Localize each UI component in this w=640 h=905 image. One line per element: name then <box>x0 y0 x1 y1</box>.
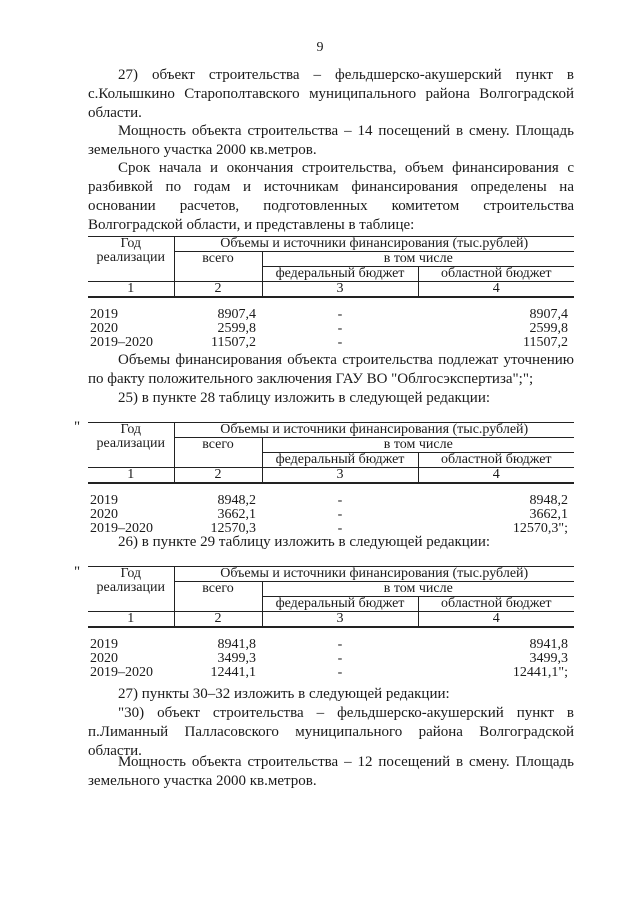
cell-year: 2020 <box>90 651 118 666</box>
cell-year: 2019 <box>90 493 118 508</box>
header-regional: областной бюджет <box>418 597 574 612</box>
header-including: в том числе <box>262 438 574 453</box>
cell-year: 2020 <box>90 507 118 522</box>
col-number-2: 2 <box>174 468 262 484</box>
cell-total: 3499,3 <box>217 651 256 666</box>
table-row <box>88 336 574 350</box>
cell-regional: 11507,2 <box>523 335 568 350</box>
cell-total: 11507,2 <box>211 335 256 350</box>
cell-federal: - <box>337 651 343 666</box>
cell-federal: - <box>337 321 343 336</box>
table-row <box>88 308 574 322</box>
header-federal: федеральный бюджет <box>262 453 418 468</box>
table-row <box>88 494 574 508</box>
cell-total: 8907,4 <box>217 307 256 322</box>
cell-federal: - <box>337 665 343 680</box>
cell-total: 12570,3 <box>210 521 256 536</box>
col-number-1: 1 <box>88 612 174 628</box>
paragraph-item27-capacity: Мощность объекта строительства – 14 посещений в смену. Площадь земельного участка 2000 кв.метров. <box>88 123 574 158</box>
header-federal: федеральный бюджет <box>262 267 418 282</box>
financing-table-1 <box>88 236 574 350</box>
table-row <box>88 638 574 652</box>
header-year: Год реализации <box>88 423 174 468</box>
col-number-4: 4 <box>418 612 574 628</box>
table-row <box>88 322 574 336</box>
cell-regional: 8941,8 <box>529 637 568 652</box>
paragraph-item25: 25) в пункте 28 таблицу изложить в следующей редакции: <box>118 390 491 406</box>
header-including: в том числе <box>262 582 574 597</box>
col-number-4: 4 <box>418 468 574 484</box>
cell-year: 2019 <box>90 307 118 322</box>
cell-federal: - <box>337 521 343 536</box>
cell-regional: 3499,3 <box>529 651 568 666</box>
col-number-1: 1 <box>88 468 174 484</box>
paragraph-item27-note: Объемы финансирования объекта строительства подлежат уточнению по факту положительного заключения ГАУ ВО "Облгосэкспертиза";"; <box>88 352 574 387</box>
paragraph-item30-capacity: Мощность объекта строительства – 12 посещений в смену. Площадь земельного участка 2000 кв.метров. <box>88 754 574 789</box>
col-number-2: 2 <box>174 282 262 298</box>
cell-federal: - <box>337 493 343 508</box>
cell-total: 8941,8 <box>217 637 256 652</box>
paragraph-item30-object: "30) объект строительства – фельдшерско-акушерский пункт в п.Лиманный Палласовского муниципального района Волгоградской области. <box>88 705 574 759</box>
cell-year: 2019 <box>90 637 118 652</box>
header-volumes: Объемы и источники финансирования (тыс.рублей) <box>174 423 574 438</box>
cell-total: 8948,2 <box>217 493 256 508</box>
cell-federal: - <box>337 307 343 322</box>
financing-table-2 <box>88 422 574 536</box>
table-row <box>88 666 574 680</box>
cell-regional: 12570,3"; <box>512 521 568 536</box>
cell-regional: 8948,2 <box>529 493 568 508</box>
cell-federal: - <box>337 335 343 350</box>
header-year: Год реализации <box>88 567 174 612</box>
cell-regional: 2599,8 <box>529 321 568 336</box>
header-year: Год реализации <box>88 237 174 282</box>
paragraph-item27-object: 27) объект строительства – фельдшерско-акушерский пункт в с.Колышкино Старополтавского муниципального района Волгоградской области. <box>88 67 574 121</box>
open-quote-mark: " <box>74 564 81 580</box>
cell-regional: 3662,1 <box>529 507 568 522</box>
table-row <box>88 652 574 666</box>
paragraph-item26: 26) в пункте 29 таблицу изложить в следующей редакции: <box>118 534 491 550</box>
header-total: всего <box>174 582 262 612</box>
col-number-4: 4 <box>418 282 574 298</box>
page-number: 9 <box>316 40 324 55</box>
paragraph-item27b: 27) пункты 30–32 изложить в следующей редакции: <box>118 686 450 702</box>
cell-year: 2019–2020 <box>90 521 153 536</box>
cell-regional: 8907,4 <box>529 307 568 322</box>
cell-total: 12441,1 <box>210 665 256 680</box>
header-total: всего <box>174 252 262 282</box>
cell-federal: - <box>337 507 343 522</box>
header-regional: областной бюджет <box>418 267 574 282</box>
header-federal: федеральный бюджет <box>262 597 418 612</box>
header-regional: областной бюджет <box>418 453 574 468</box>
header-including: в том числе <box>262 252 574 267</box>
col-number-2: 2 <box>174 612 262 628</box>
header-volumes: Объемы и источники финансирования (тыс.рублей) <box>174 237 574 252</box>
col-number-3: 3 <box>262 468 418 484</box>
paragraph-item27-terms: Срок начала и окончания строительства, объем финансирования с разбивкой по годам и источникам финансирования определены на основании расчетов, подготовленных комитетом строительства Волгоградской области, и представлены в таблице: <box>88 160 574 233</box>
col-number-3: 3 <box>262 282 418 298</box>
cell-total: 3662,1 <box>217 507 256 522</box>
col-number-3: 3 <box>262 612 418 628</box>
header-volumes: Объемы и источники финансирования (тыс.рублей) <box>174 567 574 582</box>
header-total: всего <box>174 438 262 468</box>
cell-year: 2019–2020 <box>90 335 153 350</box>
table-row <box>88 508 574 522</box>
col-number-1: 1 <box>88 282 174 298</box>
cell-year: 2020 <box>90 321 118 336</box>
cell-federal: - <box>337 637 343 652</box>
open-quote-mark: " <box>74 419 81 435</box>
cell-year: 2019–2020 <box>90 665 153 680</box>
financing-table-3 <box>88 566 574 680</box>
cell-regional: 12441,1"; <box>512 665 568 680</box>
cell-total: 2599,8 <box>217 321 256 336</box>
